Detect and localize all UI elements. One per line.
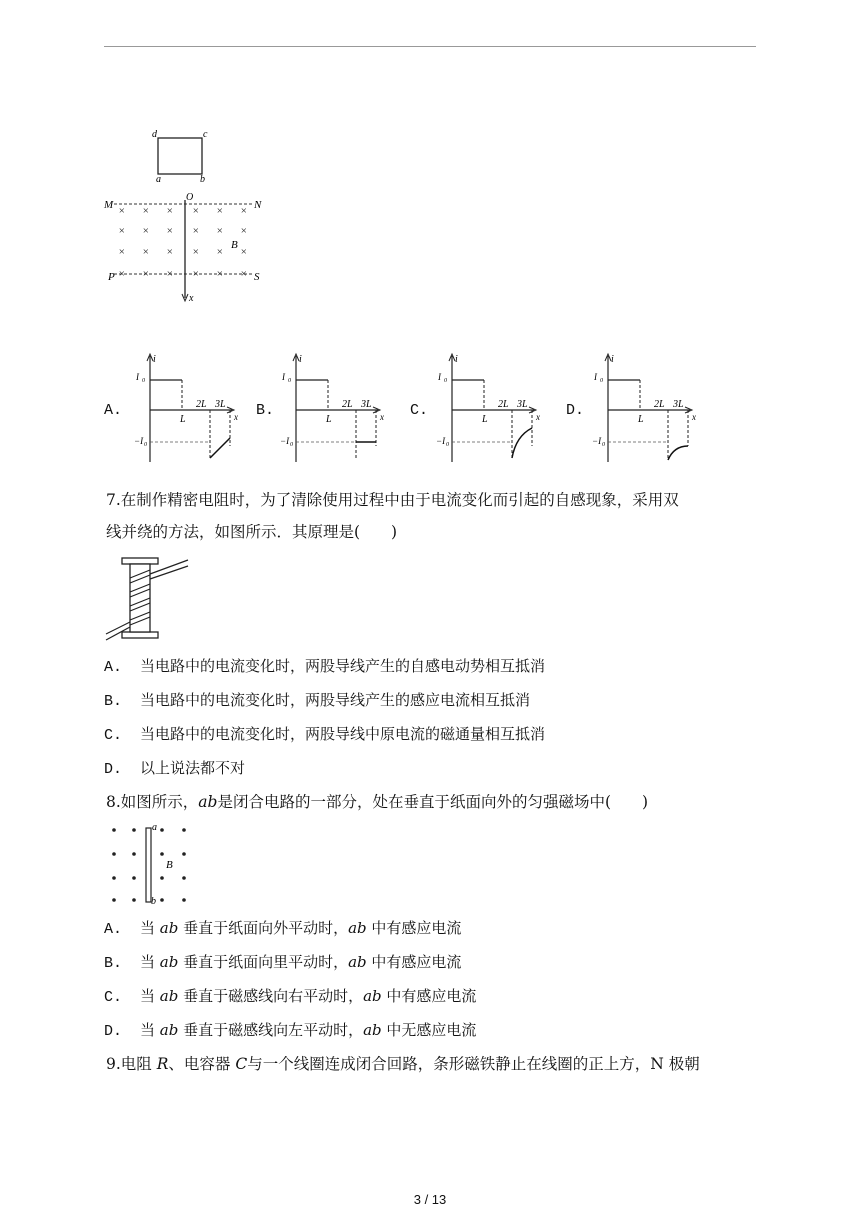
conductor-label-b: b <box>151 896 156 906</box>
neg-segment <box>512 428 532 458</box>
q8-option-b-p5: 中有感应电流 <box>366 953 462 971</box>
q7-line1: 7.在制作精密电阻时，为了清除使用过程中由于电流变化而引起的自感现象，采用双 <box>106 491 679 509</box>
label-I0: I <box>136 372 139 382</box>
label-O: O <box>186 192 194 203</box>
axis-label-i: i <box>455 354 458 365</box>
q7-option-a <box>104 656 545 678</box>
q9-C: C <box>235 1055 248 1073</box>
svg-text:×: × <box>118 205 126 217</box>
square-label-d: d <box>152 129 157 140</box>
graph-d <box>592 350 698 472</box>
axis-label-x: x <box>692 412 696 422</box>
graph-option-letter-b: B. <box>256 402 275 419</box>
axis-label-x: x <box>536 412 540 422</box>
q8-option-a-ab1: ab <box>159 919 179 937</box>
tick-label-2L: 2L <box>342 399 353 410</box>
tick-label-L: L <box>180 414 186 425</box>
q7-option-b-text: 当电路中的电流变化时，两股导线产生的感应电流相互抵消 <box>140 691 531 709</box>
label-I0-sub: 0 <box>142 378 145 384</box>
q8-option-c-p1: 当 <box>140 987 160 1005</box>
svg-text:×: × <box>142 246 150 258</box>
label-neg-I0: −I <box>436 436 446 446</box>
q8-option-b <box>104 952 461 974</box>
svg-text:×: × <box>192 205 200 217</box>
square-label-b: b <box>200 174 205 185</box>
field-crosses <box>118 205 247 280</box>
q8-option-c-key: C. <box>104 989 123 1006</box>
q8-option-d-p1: 当 <box>140 1021 160 1039</box>
svg-text:×: × <box>192 225 200 237</box>
svg-text:×: × <box>216 268 224 280</box>
q7-option-d-text: 以上说法都不对 <box>140 759 246 777</box>
axis-label-x: x <box>234 412 238 422</box>
q8-option-d <box>104 1020 476 1042</box>
q8-option-b-p3: 垂直于纸面向里平动时， <box>178 953 349 971</box>
svg-text:×: × <box>240 246 248 258</box>
graph-option-letter-a: A. <box>104 402 123 419</box>
label-B: B <box>231 239 238 251</box>
q7-option-a-text: 当电路中的电流变化时，两股导线产生的自感电动势相互抵消 <box>140 657 546 675</box>
svg-text:×: × <box>192 268 200 280</box>
tick-label-L: L <box>482 414 488 425</box>
svg-text:×: × <box>240 205 248 217</box>
svg-text:×: × <box>216 225 224 237</box>
q7-option-b-key: B. <box>104 693 123 710</box>
q8-stem-pre: 8.如图所示， <box>106 793 199 811</box>
header-rule <box>104 46 756 47</box>
tick-label-2L: 2L <box>654 399 665 410</box>
label-neg-I0: −I <box>280 436 290 446</box>
label-N: N <box>254 199 262 211</box>
q9-R: R <box>156 1055 169 1073</box>
label-neg-I0-sub: 0 <box>290 442 293 448</box>
q8-option-d-ab2: ab <box>363 1021 382 1039</box>
bifilar-coil-figure <box>104 556 194 642</box>
q7-option-a-key: A. <box>104 659 123 676</box>
label-neg-I0-sub: 0 <box>602 442 605 448</box>
svg-text:×: × <box>216 246 224 258</box>
q8-option-a-p1: 当 <box>140 919 160 937</box>
label-I0: I <box>594 372 597 382</box>
tick-label-L: L <box>638 414 644 425</box>
tick-label-3L: 3L <box>673 399 684 410</box>
axis-label-i: i <box>611 354 614 365</box>
q7-option-c <box>104 724 545 746</box>
neg-segment <box>668 446 688 460</box>
label-I0-sub: 0 <box>288 378 291 384</box>
q8-stem-post: 是闭合电路的一部分，处在垂直于纸面向外的匀强磁场中( ) <box>217 793 649 811</box>
q9-stem <box>106 1054 700 1074</box>
svg-text:×: × <box>142 205 150 217</box>
conductor-label-a: a <box>152 822 157 833</box>
q7-option-c-text: 当电路中的电流变化时，两股导线中原电流的磁通量相互抵消 <box>140 725 546 743</box>
svg-text:×: × <box>240 268 248 280</box>
q7-line2: 线并绕的方法，如图所示．其原理是( ) <box>106 523 398 541</box>
q8-option-b-p1: 当 <box>140 953 160 971</box>
svg-text:×: × <box>118 246 126 258</box>
q8-option-c-p5: 中有感应电流 <box>381 987 477 1005</box>
axis-label-x: x <box>380 412 384 422</box>
svg-text:×: × <box>118 225 126 237</box>
svg-text:×: × <box>166 246 174 258</box>
q7-option-d <box>104 758 245 780</box>
conductor-ab-figure <box>104 820 200 906</box>
label-neg-I0: −I <box>134 436 144 446</box>
label-P: P <box>108 271 115 283</box>
q8-option-c <box>104 986 476 1008</box>
q9-post: 与一个线圈连成闭合回路，条形磁铁静止在线圈的正上方，N 极朝 <box>247 1055 700 1073</box>
q8-option-c-ab2: ab <box>363 987 382 1005</box>
svg-text:×: × <box>142 225 150 237</box>
svg-text:×: × <box>118 268 126 280</box>
label-x: x <box>189 293 194 304</box>
q8-option-d-p3: 垂直于磁感线向左平动时， <box>178 1021 364 1039</box>
q8-option-a <box>104 918 461 940</box>
q8-stem-ab: ab <box>198 793 218 811</box>
svg-text:×: × <box>240 225 248 237</box>
label-I0-sub: 0 <box>444 378 447 384</box>
q7-option-c-key: C. <box>104 727 123 744</box>
axis-label-i: i <box>299 354 302 365</box>
q8-option-a-ab2: ab <box>348 919 367 937</box>
neg-segment <box>210 438 230 458</box>
q8-option-d-key: D. <box>104 1023 123 1040</box>
q8-option-b-ab2: ab <box>348 953 367 971</box>
q8-option-a-key: A. <box>104 921 123 938</box>
label-I0: I <box>282 372 285 382</box>
axis-label-i: i <box>153 354 156 365</box>
q8-option-c-ab1: ab <box>159 987 179 1005</box>
q8-option-c-p3: 垂直于磁感线向右平动时， <box>178 987 364 1005</box>
svg-text:×: × <box>166 205 174 217</box>
q8-option-d-p5: 中无感应电流 <box>381 1021 477 1039</box>
field-label-B: B <box>166 859 173 871</box>
graph-option-letter-c: C. <box>410 402 429 419</box>
q8-stem <box>106 792 648 812</box>
tick-label-3L: 3L <box>517 399 528 410</box>
page-number: 3 / 13 <box>413 1192 447 1207</box>
q9-mid1: 、电容器 <box>168 1055 236 1073</box>
tick-label-2L: 2L <box>498 399 509 410</box>
tick-label-L: L <box>326 414 332 425</box>
label-neg-I0-sub: 0 <box>446 442 449 448</box>
label-S: S <box>254 271 260 283</box>
tick-label-2L: 2L <box>196 399 207 410</box>
graph-a <box>134 350 240 472</box>
svg-text:×: × <box>192 246 200 258</box>
q8-option-b-ab1: ab <box>159 953 179 971</box>
field-figure <box>100 128 270 308</box>
q8-option-d-ab1: ab <box>159 1021 179 1039</box>
svg-text:×: × <box>166 268 174 280</box>
label-I0-sub: 0 <box>600 378 603 384</box>
q7-option-b <box>104 690 530 712</box>
square-label-a: a <box>156 174 161 185</box>
graph-option-letter-d: D. <box>566 402 585 419</box>
svg-text:×: × <box>216 205 224 217</box>
q8-option-b-key: B. <box>104 955 123 972</box>
q7-option-d-key: D. <box>104 761 123 778</box>
q8-option-a-p5: 中有感应电流 <box>366 919 462 937</box>
label-neg-I0: −I <box>592 436 602 446</box>
label-M: M <box>104 199 114 211</box>
label-I0: I <box>438 372 441 382</box>
svg-text:×: × <box>142 268 150 280</box>
q9-pre: 9.电阻 <box>106 1055 157 1073</box>
tick-label-3L: 3L <box>361 399 372 410</box>
square-label-c: c <box>203 129 208 140</box>
graph-b <box>280 350 386 472</box>
svg-text:×: × <box>166 225 174 237</box>
label-neg-I0-sub: 0 <box>144 442 147 448</box>
graph-c <box>436 350 542 472</box>
q8-option-a-p3: 垂直于纸面向外平动时， <box>178 919 349 937</box>
tick-label-3L: 3L <box>215 399 226 410</box>
